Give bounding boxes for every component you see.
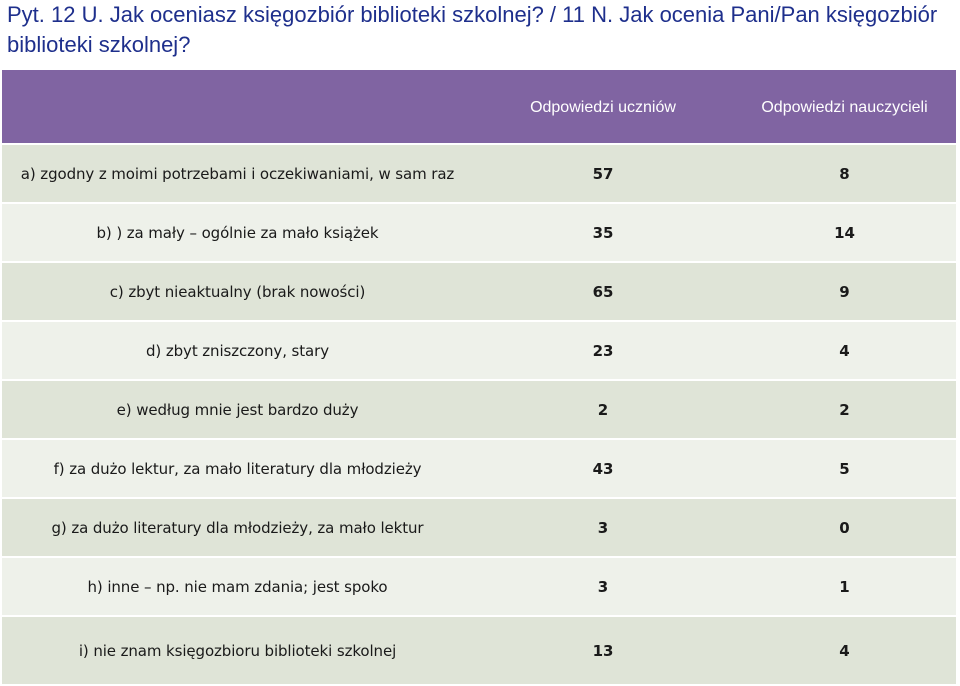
table-row [2, 498, 956, 557]
table-row [2, 439, 956, 498]
students-value: 23 [592, 341, 614, 360]
teachers-value: 8 [839, 164, 850, 183]
teachers-value: 4 [839, 641, 850, 660]
teachers-value: 2 [839, 400, 850, 419]
row-label: a) zgodny z moimi potrzebami i oczekiwaniami, w sam raz [20, 164, 455, 183]
header-teachers: Odpowiedzi nauczycieli [761, 99, 928, 116]
teachers-value: 5 [839, 459, 850, 478]
table-row [2, 380, 956, 439]
students-value: 3 [597, 518, 609, 537]
header-answer [2, 70, 473, 144]
row-label: h) inne – np. nie mam zdania; jest spoko [87, 577, 388, 596]
row-label: d) zbyt zniszczony, stary [146, 341, 329, 360]
row-label: c) zbyt nieaktualny (brak nowości) [109, 282, 366, 301]
table-row [2, 616, 956, 684]
students-value: 3 [597, 577, 609, 596]
row-label: f) za dużo lektur, za mało literatury dla młodzieży [53, 459, 422, 478]
survey-table [2, 70, 956, 684]
table-row [2, 203, 956, 262]
teachers-value: 1 [839, 577, 850, 596]
students-value: 2 [597, 400, 609, 419]
teachers-value: 0 [839, 518, 850, 537]
table-row [2, 144, 956, 203]
teachers-value: 14 [834, 223, 855, 242]
table-row [2, 557, 956, 616]
students-value: 13 [592, 641, 614, 660]
students-value: 57 [592, 164, 614, 183]
students-value: 43 [592, 459, 614, 478]
row-label: b) ) za mały – ogólnie za mało książek [96, 223, 379, 242]
table-row [2, 321, 956, 380]
table-row [2, 262, 956, 321]
teachers-value: 4 [839, 341, 850, 360]
students-value: 35 [592, 223, 614, 242]
students-value: 65 [592, 282, 614, 301]
row-label: i) nie znam księgozbioru biblioteki szkolnej [78, 641, 397, 660]
row-label: e) według mnie jest bardzo duży [116, 400, 359, 419]
row-label: g) za dużo literatury dla młodzieży, za mało lektur [51, 518, 424, 537]
table-header-row [2, 70, 956, 144]
page-title: Pyt. 12 U. Jak oceniasz księgozbiór biblioteki szkolnej? / 11 N. Jak ocenia Pani/Pan księgozbiór biblioteki szkolnej? [7, 2, 938, 57]
teachers-value: 9 [839, 282, 850, 301]
header-students: Odpowiedzi uczniów [530, 99, 676, 116]
